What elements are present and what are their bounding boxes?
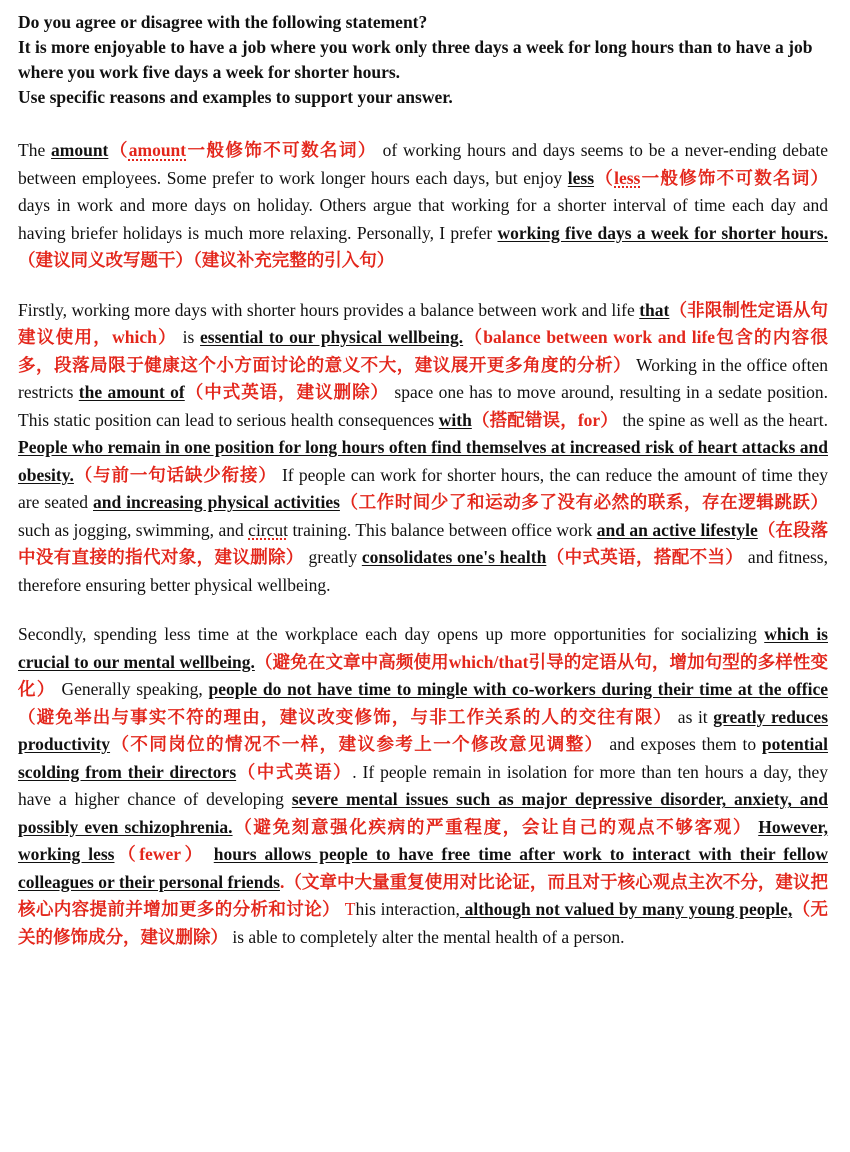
correction-comment: （balance between work and life包含的内容很多，段落局限于健康这个小方面讨论的意义不大，建议展开更多角度的分析） (18, 327, 828, 375)
text: training. This balance between office work (288, 519, 597, 540)
text: is (176, 327, 201, 347)
highlighted-phrase: severe mental issues such as major depressive disorder, anxiety, and possibly even schizophrenia. (18, 789, 828, 837)
text: is able to completely alter the mental health of a person. (228, 926, 625, 947)
text: The (18, 140, 52, 160)
spellcheck-word: less (614, 167, 641, 188)
highlighted-phrase: essential to our physical wellbeing. (200, 327, 464, 347)
text: greatly (303, 547, 362, 567)
correction-comment: （less一般修饰不可数名词） (594, 167, 829, 188)
correction-comment: （建议同义改写题干）（建议补充完整的引入句） (18, 250, 395, 270)
correction-comment: （搭配错误，for） (471, 409, 618, 430)
text: the spine as well as the heart. (618, 409, 828, 430)
paragraph-intro (18, 137, 828, 275)
highlighted-phrase: the amount of (78, 382, 185, 402)
correction-comment: （与前一句话缺少衔接） (73, 464, 277, 485)
highlighted-phrase: consolidates one's health (361, 547, 547, 567)
correction-comment: （避免刻意强化疾病的严重程度，会让自己的观点不够客观） (232, 816, 753, 837)
highlighted-phrase: that (639, 299, 670, 320)
essay-prompt (18, 10, 828, 110)
correction-comment: .（文章中大量重复使用对比论证，而且对于核心观点主次不分，建议把核心内容提前并增加更多的分析和讨论） (18, 871, 828, 919)
text: space one has to move around, resulting in a sedate position. This static position can lead to serious health consequences (18, 382, 829, 430)
correction-comment: （避免举出与事实不符的理由，建议改变修饰，与非工作关系的人的交往有限） (18, 706, 673, 727)
correction-comment: （工作时间少了和运动多了没有必然的联系，存在逻辑跳跃） (339, 492, 829, 512)
paragraph-body-1 (18, 297, 828, 600)
highlighted-phrase: which is crucial to our mental wellbeing. (18, 624, 828, 672)
highlighted-phrase: People who remain in one position for long hours often find themselves at increased risk of heart attacks and obesity. (18, 437, 828, 485)
highlighted-phrase: less (567, 167, 595, 188)
paragraph-body-2 (18, 621, 828, 951)
highlighted-phrase: amount (51, 140, 109, 160)
text: Generally speaking, (55, 679, 209, 699)
text: If people can work for shorter hours, the can reduce the amount of time they are seated (18, 464, 828, 512)
prompt-question: Do you agree or disagree with the following statement? (18, 12, 428, 32)
correction-comment: （中式英语） (236, 761, 353, 782)
prompt-instruction: Use specific reasons and examples to support your answer. (18, 87, 453, 107)
text: and fitness, therefore ensuring better physical wellbeing. (18, 547, 828, 595)
correction-comment: （避免在文章中高频使用which/that引导的定语从句，增加句型的多样性变化） (18, 651, 828, 699)
text: Secondly, spending less time at the workplace each day opens up more opportunities for socializing (18, 624, 765, 644)
correction-comment: （amount一般修饰不可数名词） (108, 140, 377, 160)
highlighted-phrase: and increasing physical activities (93, 492, 340, 512)
correction-comment: （中式英语，搭配不当） (546, 547, 744, 567)
correction-comment: （在段落中没有直接的指代对象，建议删除） (18, 519, 829, 567)
prompt-statement: It is more enjoyable to have a job where you work only three days a week for long hours than to have a job where you work five days a week for shorter hours. (18, 37, 813, 82)
spellcheck-word: amount (128, 140, 187, 160)
highlighted-phrase: potential scolding from their directors (18, 734, 829, 782)
highlighted-phrase: with (438, 409, 472, 430)
text: his interaction, (355, 899, 460, 919)
highlighted-phrase: and an active lifestyle (596, 519, 758, 540)
correction-comment: （非限制性定语从句建议使用，which） (18, 299, 828, 347)
text: of working hours and days seems to be a never-ending debate between employees. Some prefer to work longer hours each days, but enjoy (18, 140, 829, 188)
correction-comment: （fewer） (114, 844, 206, 864)
highlighted-phrase: although not valued by many young people, (459, 899, 793, 919)
text: as it (672, 706, 714, 727)
corrected-letter: T (344, 899, 356, 919)
highlighted-phrase: However, working less (18, 816, 829, 864)
text: Working in the office often restricts (18, 354, 828, 402)
text: and exposes them to (603, 734, 762, 754)
text: such as jogging, swimming, and (18, 519, 249, 540)
text: Firstly, working more days with shorter hours provides a balance between work and life (18, 299, 640, 320)
highlighted-phrase: greatly reduces productivity (18, 706, 829, 754)
text: days in work and more days on holiday. Others argue that working for a shorter interval of time each day and having briefer holidays is much more relaxing. Personally, I prefer (18, 195, 828, 243)
highlighted-phrase: hours allows people to have free time after work to interact with their fellow colleagues or their personal friends (18, 844, 828, 892)
spellcheck-word: circut (248, 519, 289, 540)
correction-comment: （无关的修饰成分，建议删除） (18, 899, 828, 947)
text (206, 844, 214, 864)
highlighted-phrase: people do not have time to mingle with co-workers during their time at the office (208, 679, 829, 699)
highlighted-phrase: working five days a week for shorter hours. (497, 222, 828, 243)
correction-comment: （不同岗位的情况不一样，建议参考上一个修改意见调整） (110, 734, 604, 754)
correction-comment: （中式英语，建议删除） (184, 382, 390, 402)
text: . If people remain in isolation for more than ten hours a day, they have a higher chance of developing (18, 761, 828, 809)
